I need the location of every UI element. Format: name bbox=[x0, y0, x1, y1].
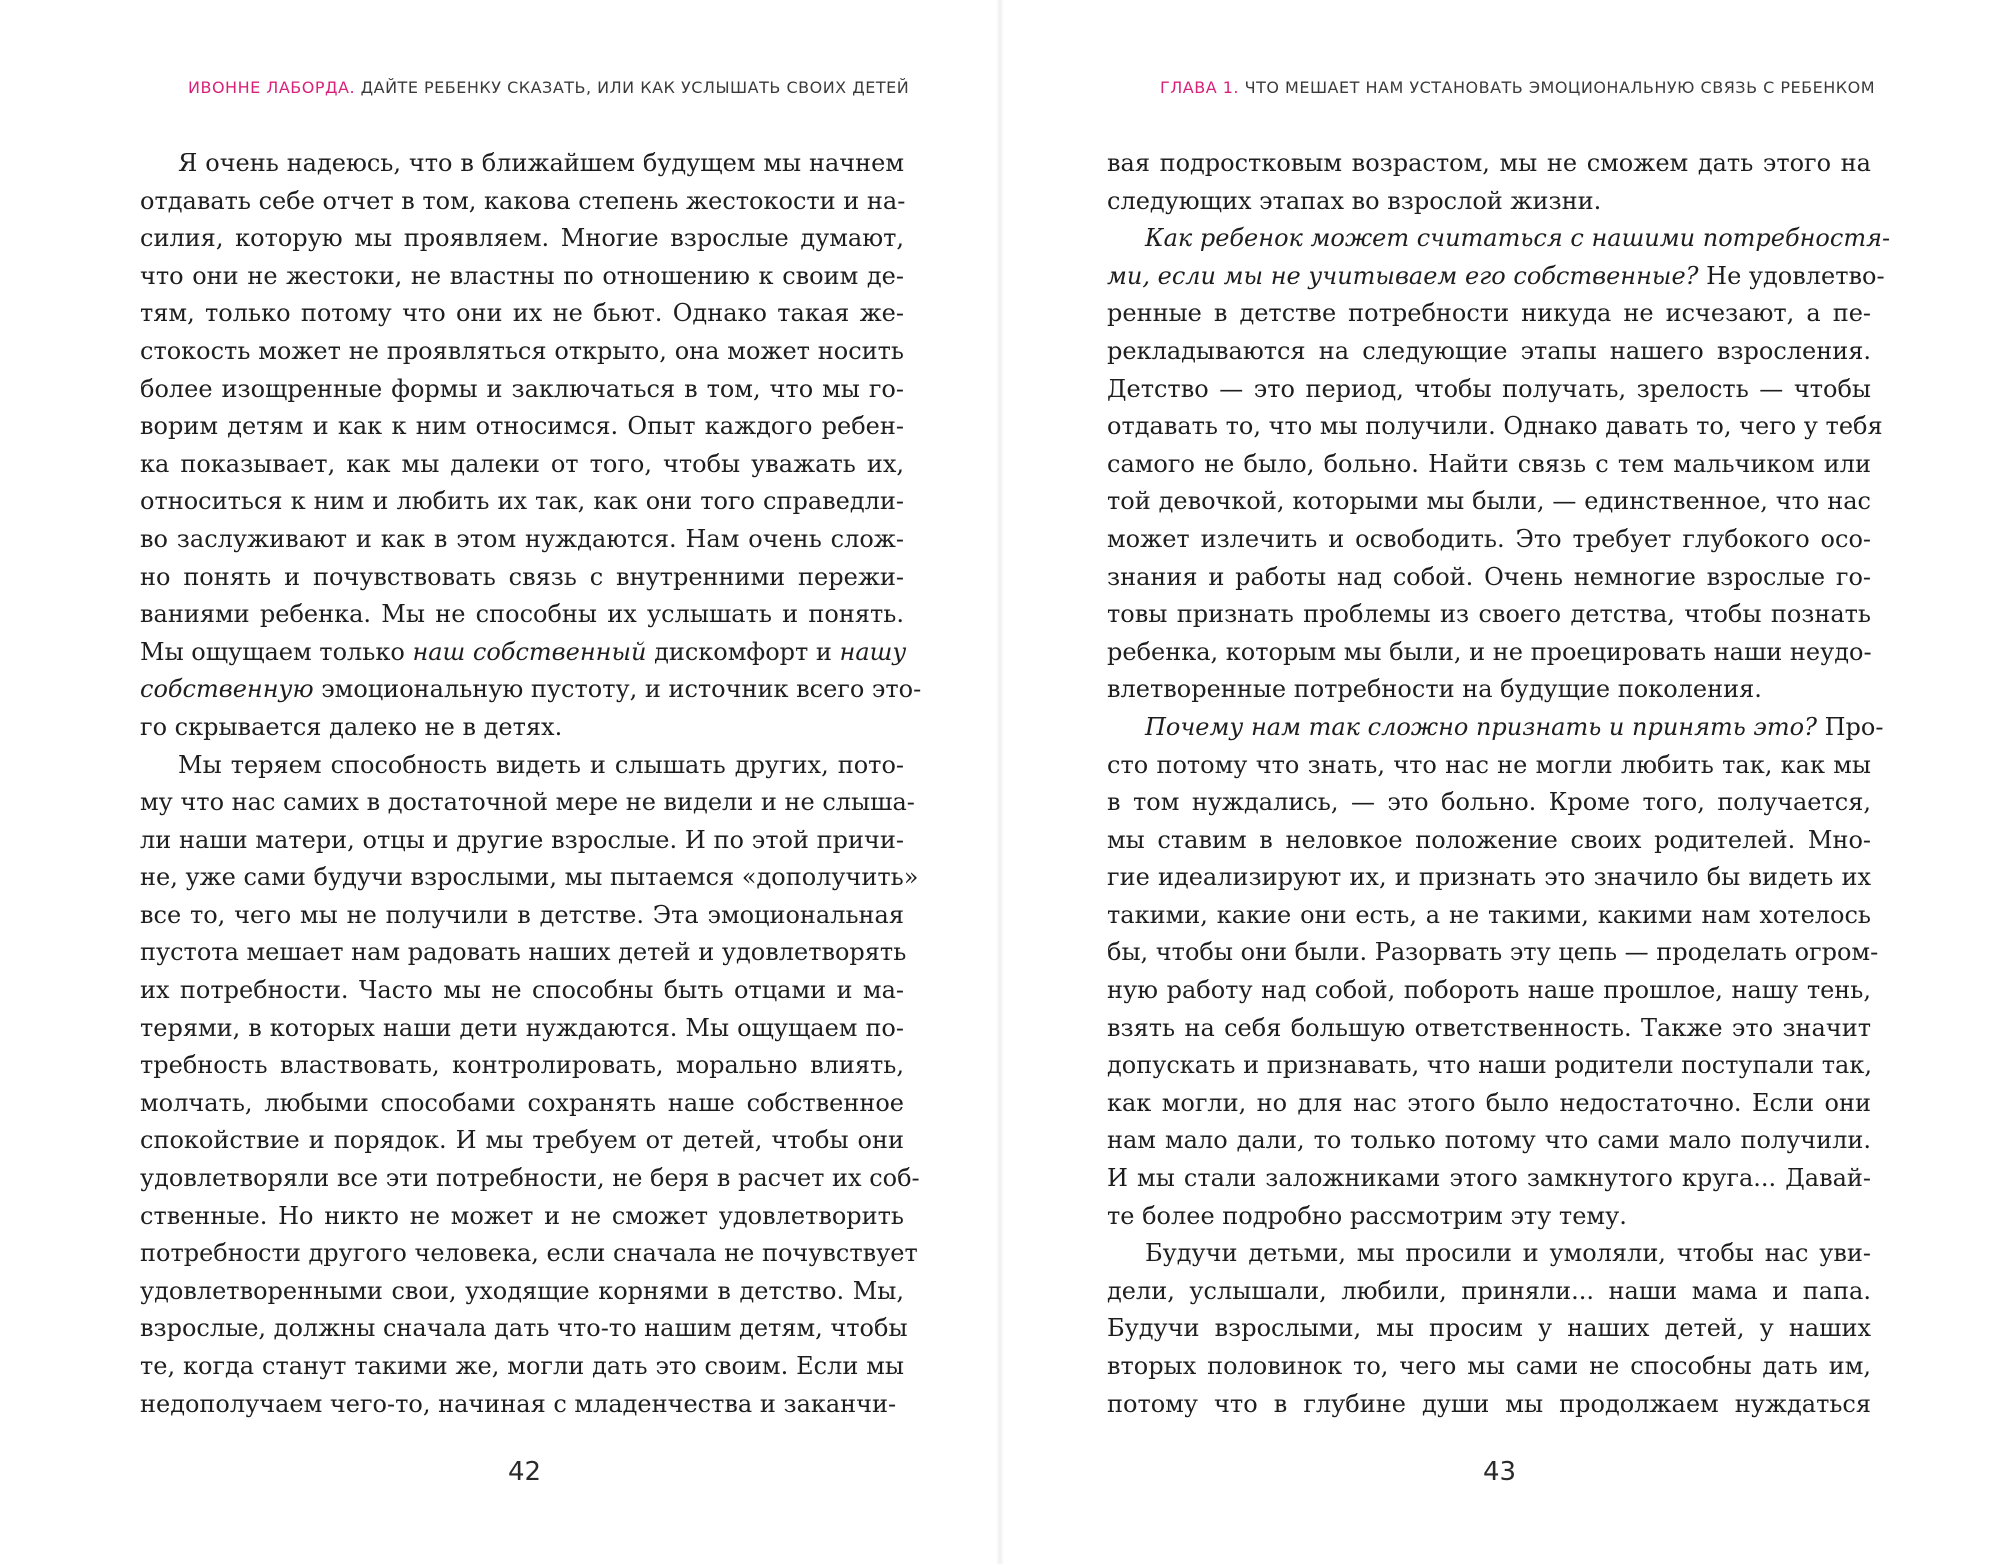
left-body-line: тям, только потому что они их не бьют. Однако такая же- bbox=[140, 299, 904, 328]
left-body-line: все то, чего мы не получили в детстве. Эта эмоциональная bbox=[140, 900, 904, 929]
right-body-line: ренные в детстве потребности никуда не исчезают, а пе- bbox=[1107, 299, 1871, 328]
right-body-line: такими, какие они есть, а не такими, какими нам хотелось bbox=[1107, 900, 1871, 929]
right-body-line: потому что в глубине души мы продолжаем нуждаться bbox=[1107, 1389, 1871, 1418]
left-body-line: более изощренные формы и заключаться в том, что мы го- bbox=[140, 374, 904, 403]
text-run: дискомфорт и bbox=[646, 637, 840, 666]
left-body-line: ворим детям и как к ним относимся. Опыт каждого ребен- bbox=[140, 412, 904, 441]
right-body-line: взять на себя большую ответственность. Также это значит bbox=[1107, 1013, 1871, 1042]
italic-text: ми, если мы не учитываем его собственные? bbox=[1107, 261, 1699, 290]
right-body-line: мы ставим в неловкое положение своих родителей. Мно- bbox=[1107, 825, 1871, 854]
italic-text: собственную bbox=[140, 675, 314, 704]
left-body-line: ка показывает, как мы далеки от того, чтобы уважать их, bbox=[140, 449, 904, 478]
right-body-line: может излечить и освободить. Это требует глубокого осо- bbox=[1107, 524, 1871, 553]
right-body-line bbox=[1107, 258, 1885, 296]
left-body-line: терями, в которых наши дети нуждаются. Мы ощущаем по- bbox=[140, 1013, 904, 1042]
right-body-line: ную работу над собой, побороть наше прошлое, нашу тень, bbox=[1107, 976, 1871, 1005]
italic-text: Почему нам так сложно признать и принять это? bbox=[1145, 712, 1817, 741]
left-body-line: но понять и почувствовать связь с внутренними пережи- bbox=[140, 562, 904, 591]
left-body-line: го скрывается далеко не в детях. bbox=[140, 712, 563, 741]
right-body-line: бы, чтобы они были. Разорвать эту цепь — проделать огром- bbox=[1107, 938, 1879, 967]
left-running-head bbox=[188, 78, 909, 97]
right-body-line: гие идеализируют их, и признать это значило бы видеть их bbox=[1107, 863, 1871, 892]
right-body-line: допускать и признавать, что наши родители поступали так, bbox=[1107, 1051, 1872, 1080]
left-body-line bbox=[140, 671, 922, 709]
right-body-text bbox=[1107, 145, 1891, 1423]
left-body-line: му что нас самих в достаточной мере не видели и не слыша- bbox=[140, 788, 915, 817]
running-head-chapter-title: ЧТО МЕШАЕТ НАМ УСТАНОВАТЬ ЭМОЦИОНАЛЬНУЮ СВЯЗЬ С РЕБЕНКОМ bbox=[1244, 78, 1876, 97]
left-body-line: потребности другого человека, если сначала не почувствует bbox=[140, 1239, 918, 1268]
right-body-line: Будучи взрослыми, мы просим у наших детей, у наших bbox=[1107, 1314, 1871, 1343]
text-run: Про- bbox=[1816, 712, 1884, 741]
right-body-line: сто потому что знать, что нас не могли любить так, как мы bbox=[1107, 750, 1871, 779]
left-body-line: во заслуживают и как в этом нуждаются. Нам очень слож- bbox=[140, 524, 904, 553]
right-body-line: нам мало дали, то только потому что сами мало получили. bbox=[1107, 1126, 1871, 1155]
left-body-line: спокойствие и порядок. И мы требуем от детей, чтобы они bbox=[140, 1126, 904, 1155]
right-body-line: влетворенные потребности на будущие поколения. bbox=[1107, 675, 1762, 704]
running-head-author: ИВОННЕ ЛАБОРДА. bbox=[188, 78, 356, 97]
left-body-line: требность властвовать, контролировать, морально влиять, bbox=[140, 1051, 904, 1080]
left-body-line: отдавать себе отчет в том, какова степень жестокости и на- bbox=[140, 186, 906, 215]
left-body-line: силия, которую мы проявляем. Многие взрослые думают, bbox=[140, 224, 904, 253]
running-head-chapter: ГЛАВА 1. bbox=[1160, 78, 1240, 97]
right-body-line: дели, услышали, любили, приняли... наши мама и папа. bbox=[1107, 1276, 1871, 1305]
text-run: Мы ощущаем только bbox=[140, 637, 413, 666]
right-body-line: Будучи детьми, мы просили и умоляли, чтобы нас уви- bbox=[1145, 1239, 1871, 1268]
right-body-line: вторых половинок то, чего мы сами не способны дать им, bbox=[1107, 1352, 1871, 1380]
right-body-line: отдавать то, что мы получили. Однако давать то, чего у тебя bbox=[1107, 412, 1883, 441]
left-body-line: ственные. Но никто не может и не сможет удовлетворить bbox=[140, 1201, 904, 1230]
left-body-line: стокость может не проявляться открыто, она может носить bbox=[140, 336, 904, 365]
left-body-line: пустота мешает нам радовать наших детей и удовлетворять bbox=[140, 938, 907, 967]
left-body-line: молчать, любыми способами сохранять наше собственное bbox=[140, 1088, 904, 1117]
italic-text: наш собственный bbox=[412, 637, 647, 666]
right-body-line: товы признать проблемы из своего детства, чтобы познать bbox=[1107, 600, 1871, 629]
page-number-right: 43 bbox=[1483, 1457, 1517, 1487]
italic-text: нашу bbox=[839, 637, 907, 666]
right-body-line: той девочкой, которыми мы были, — единственное, что нас bbox=[1107, 487, 1871, 516]
left-body-text bbox=[140, 145, 922, 1423]
right-body-line bbox=[1107, 709, 1884, 747]
right-body-line: вая подростковым возрастом, мы не сможем дать этого на bbox=[1107, 149, 1871, 177]
left-body-line: взрослые, должны сначала дать что-то нашим детям, чтобы bbox=[140, 1314, 908, 1343]
left-body-line: ли наши матери, отцы и другие взрослые. И по этой причи- bbox=[140, 825, 904, 854]
right-page bbox=[1000, 0, 2000, 1564]
left-body-line: ваниями ребенка. Мы не способны их услышать и понять. bbox=[140, 600, 904, 629]
right-body-line bbox=[1107, 220, 1891, 258]
running-head-book-title: ДАЙТЕ РЕБЕНКУ СКАЗАТЬ, ИЛИ КАК УСЛЫШАТЬ СВОИХ ДЕТЕЙ bbox=[360, 78, 910, 97]
left-body-line: что они не жестоки, не властны по отношению к своим де- bbox=[140, 261, 904, 290]
left-body-line: их потребности. Часто мы не способны быть отцами и ма- bbox=[140, 976, 904, 1005]
left-body-line: Я очень надеюсь, что в ближайшем будущем мы начнем bbox=[178, 149, 904, 177]
text-run: эмоциональную пустоту, и источник всего это- bbox=[313, 675, 922, 704]
left-body-line: Мы теряем способность видеть и слышать других, пото- bbox=[178, 750, 904, 779]
left-body-line: недополучаем чего-то, начиная с младенчества и заканчи- bbox=[140, 1389, 897, 1418]
right-body-line: ребенка, которым мы были, и не проецировать наши неудо- bbox=[1107, 637, 1872, 666]
right-body-line: рекладываются на следующие этапы нашего взросления. bbox=[1107, 336, 1871, 365]
text-run: Не удовлетво- bbox=[1698, 261, 1885, 290]
left-body-line: удовлетворенными свои, уходящие корнями в детство. Мы, bbox=[140, 1276, 904, 1305]
right-body-line: знания и работы над собой. Очень немногие взрослые го- bbox=[1107, 562, 1871, 591]
right-body-line: Детство — это период, чтобы получать, зрелость — чтобы bbox=[1107, 374, 1871, 403]
right-body-line: те более подробно рассмотрим эту тему. bbox=[1107, 1201, 1627, 1230]
right-body-line: в том нуждались, — это больно. Кроме того, получается, bbox=[1107, 788, 1871, 817]
italic-text: Как ребенок может считаться с нашими потребностя- bbox=[1145, 224, 1891, 253]
right-body-line: И мы стали заложниками этого замкнутого круга... Давай- bbox=[1107, 1164, 1871, 1193]
right-body-line: самого не было, больно. Найти связь с тем мальчиком или bbox=[1107, 449, 1871, 478]
left-body-line: те, когда станут такими же, могли дать это своим. Если мы bbox=[140, 1352, 904, 1380]
right-running-head bbox=[1160, 78, 1875, 97]
left-body-line: удовлетворяли все эти потребности, не беря в расчет их соб- bbox=[140, 1164, 920, 1193]
left-body-line bbox=[140, 634, 907, 672]
page-number-left: 42 bbox=[508, 1457, 542, 1487]
right-body-line: как могли, но для нас этого было недостаточно. Если они bbox=[1107, 1088, 1871, 1117]
right-body-line: следующих этапах во взрослой жизни. bbox=[1107, 186, 1602, 215]
left-body-line: не, уже сами будучи взрослыми, мы пытаемся «дополучить» bbox=[140, 863, 919, 892]
left-body-line: относиться к ним и любить их так, как они того справедли- bbox=[140, 487, 904, 516]
